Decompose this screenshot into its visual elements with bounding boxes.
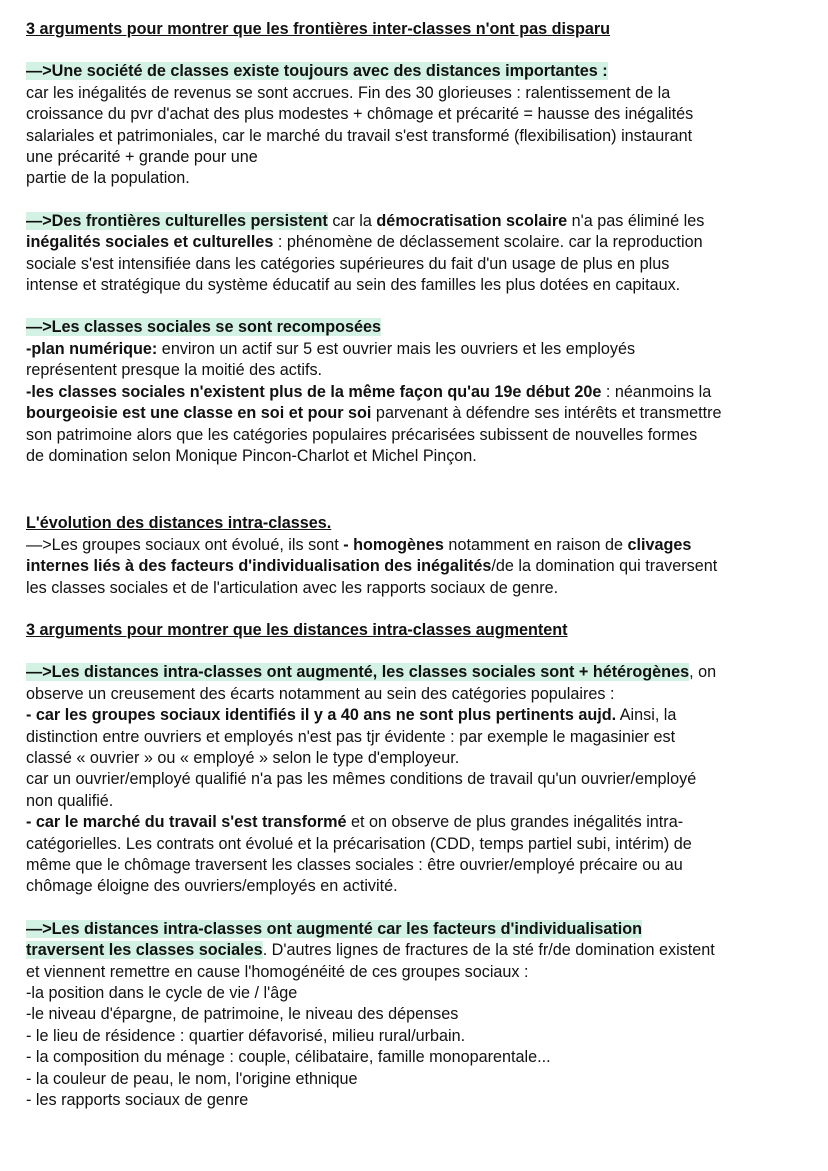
paragraph-line [26,403,808,424]
bold-text: -plan numérique: [26,339,158,358]
text-run: : phénomène de déclassement scolaire. car la reproduction [273,233,703,252]
paragraph-line: salariales et patrimoniales, car le marché du travail s'est transformé (flexibilisation) instaurant [26,126,693,145]
highlighted-heading: —>Une société de classes existe toujours avec des distances importantes : [26,62,608,81]
list-item: - le lieu de résidence : quartier défavorisé, milieu rural/urbain. [26,1026,466,1045]
paragraph-line: de domination selon Monique Pincon-Charlot et Michel Pinçon. [26,446,477,465]
paragraph-line: chômage éloigne des ouvriers/employés en activité. [26,877,398,896]
paragraph-line [26,705,808,726]
list-item: - la couleur de peau, le nom, l'origine ethnique [26,1069,358,1088]
paragraph-line: même que le chômage traversent les classes sociales : être ouvrier/employé précaire ou au [26,856,683,874]
paragraph-line: non qualifié. [26,791,114,810]
bold-text: bourgeoisie est une classe en soi et pour soi [26,404,372,423]
list-item: - la composition du ménage : couple, célibataire, famille monoparentale... [26,1048,551,1067]
text-run: et on observe de plus grandes inégalités intra- [346,813,684,832]
list-item: -la position dans le cycle de vie / l'âge [26,984,298,1003]
argument-heading [26,940,808,961]
text-run: Ainsi, la [616,706,677,725]
paragraph-line [26,535,808,556]
highlighted-heading: —>Les distances intra-classes ont augmenté, les classes sociales sont + hétérogènes [26,663,690,682]
paragraph-line: sociale s'est intensifiée dans les catégories supérieures du fait d'un usage de plus en plus [26,254,670,273]
paragraph-line: car un ouvrier/employé qualifié n'a pas les mêmes conditions de travail qu'un ouvrier/employé [26,770,697,789]
bold-text: - homogènes [343,535,444,554]
text-run: , on [689,663,717,682]
bold-text: -les classes sociales n'existent plus de la même façon qu'au 19e début 20e [26,382,602,401]
paragraph-line [26,339,808,360]
argument-heading [26,919,808,940]
bold-text: clivages [627,535,692,554]
paragraph-line: croissance du pvr d'achat des plus modestes + chômage et précarité = hausse des inégalités [26,105,694,124]
paragraph-line: car les inégalités de revenus se sont accrues. Fin des 30 glorieuses : ralentissement de la [26,83,671,102]
paragraph-line: et viennent remettre en cause l'homogénéité de ces groupes sociaux : [26,962,529,981]
argument-heading [26,211,808,232]
highlighted-heading: —>Des frontières culturelles persistent [26,211,328,230]
paragraph-line: observe un creusement des écarts notamment au sein des catégories populaires : [26,684,615,703]
paragraph-line: catégorielles. Les contrats ont évolué et la précarisation (CDD, temps partiel subi, intérim) de [26,834,692,853]
text-run: notamment en raison de [443,535,628,554]
paragraph-line: son patrimoine alors que les catégories populaires précarisées subissent de nouvelles formes [26,425,698,444]
paragraph-line [26,812,808,833]
argument-heading [26,662,808,683]
text-run: —>Les groupes sociaux ont évolué, ils sont [26,535,344,554]
argument-heading [26,317,808,338]
paragraph-line [26,382,808,403]
paragraph-line: une précarité + grande pour une [26,148,258,167]
section-title-inter-classes: 3 arguments pour montrer que les frontières inter-classes n'ont pas disparu [26,20,611,38]
text-run: car la [327,211,377,230]
paragraph-line: classé « ouvrier » ou « employé » selon le type d'employeur. [26,748,460,767]
text-run: /de la domination qui traversent [491,557,718,576]
paragraph-line: distinction entre ouvriers et employés n'est pas tjr évidente : par exemple le magasinier est [26,727,676,746]
paragraph-line: représentent presque la moitié des actifs. [26,361,323,380]
paragraph-line: intense et stratégique du système éducatif au sein des familles les plus dotées en capitaux. [26,276,681,295]
text-run: n'a pas éliminé les [567,211,705,230]
highlighted-heading: traversent les classes sociales [26,941,263,960]
highlighted-heading: —>Les classes sociales se sont recomposées [26,318,381,337]
argument-heading [26,61,808,82]
section-title-intra-classes: L'évolution des distances intra-classes. [26,514,332,533]
paragraph-line [26,556,808,577]
highlighted-heading: —>Les distances intra-classes ont augmenté car les facteurs d'individualisation [26,919,643,938]
list-item: - les rapports sociaux de genre [26,1091,249,1110]
section-title-intra-classes-augmentent: 3 arguments pour montrer que les distances intra-classes augmentent [26,620,568,639]
paragraph-line [26,232,808,253]
paragraph-line: partie de la population. [26,169,190,188]
bold-text: internes liés à des facteurs d'individualisation des inégalités [26,557,492,576]
bold-text: - car les groupes sociaux identifiés il y a 40 ans ne sont plus pertinents aujd. [26,706,617,725]
paragraph-line: les classes sociales et de l'articulation avec les rapports sociaux de genre. [26,578,559,597]
text-run: : néanmoins la [601,382,712,401]
list-item: -le niveau d'épargne, de patrimoine, le niveau des dépenses [26,1005,459,1024]
bold-text: - car le marché du travail s'est transformé [26,813,347,832]
bold-text: inégalités sociales et culturelles [26,233,274,252]
text-run: environ un actif sur 5 est ouvrier mais les ouvriers et les employés [157,339,636,358]
text-run: . D'autres lignes de fractures de la sté fr/de domination existent [262,941,715,960]
bold-text: démocratisation scolaire [376,211,568,230]
text-run: parvenant à défendre ses intérêts et transmettre [371,404,722,423]
